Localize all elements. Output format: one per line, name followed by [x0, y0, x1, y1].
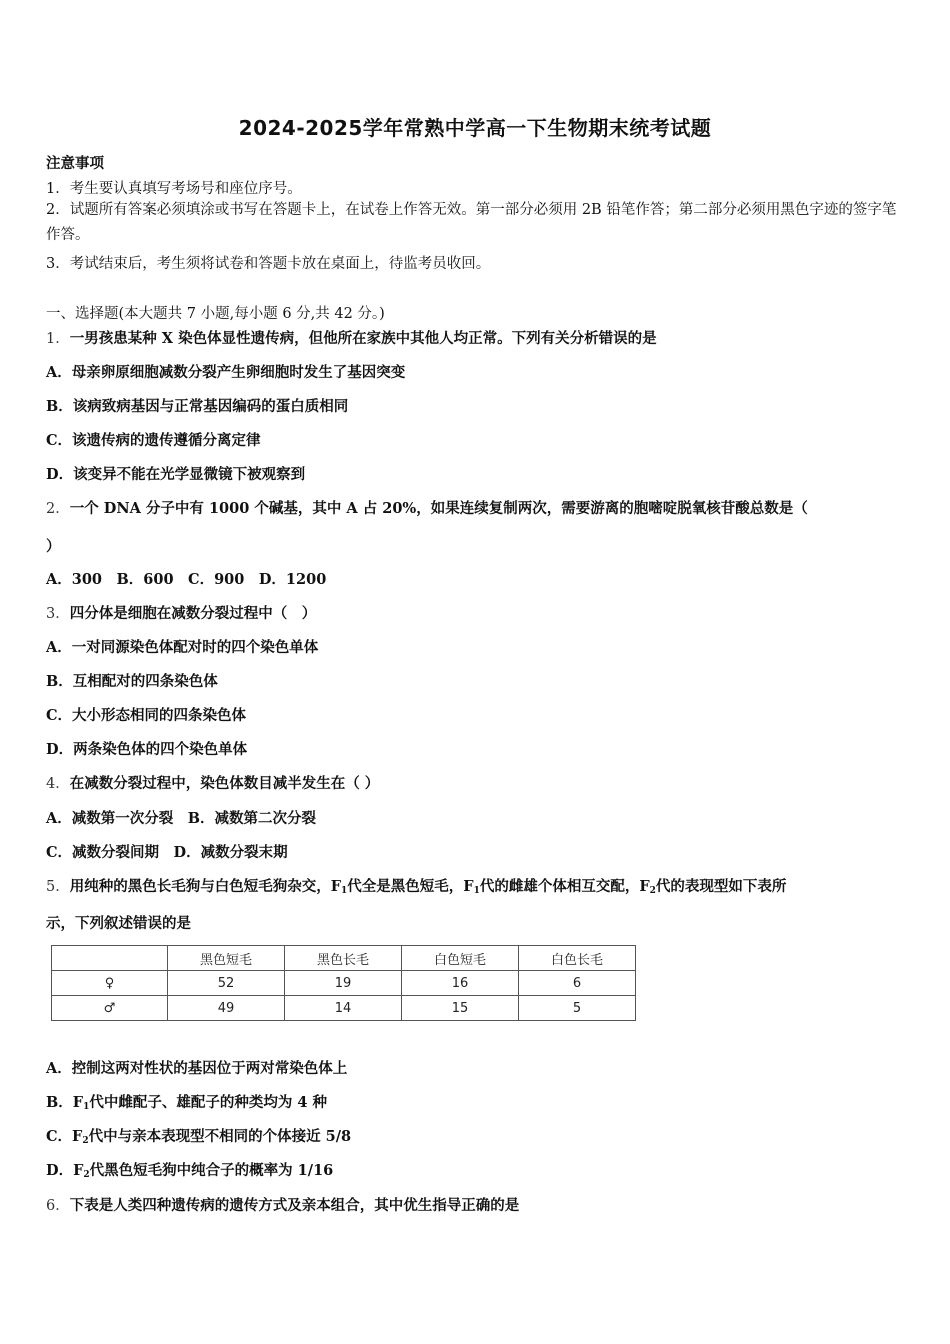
option-b: B．互相配对的四条染色体	[46, 673, 218, 690]
table-header-cell: 白色长毛	[519, 946, 636, 971]
question-stem: 一男孩患某种 X 染色体显性遗传病，但他所在家族中其他人均正常。下列有关分析错误的是	[69, 330, 657, 347]
question-stem: 一个 DNA 分子中有 1000 个碱基，其中 A 占 20%，如果连续复制两次，需要游离的胞嘧啶脱氧核苷酸总数是（	[69, 500, 808, 517]
option-text: 代黑色短毛狗中纯合子的概率为 1/16	[89, 1162, 334, 1179]
options-row: C．减数分裂间期 D．减数分裂末期	[46, 844, 288, 861]
question-5	[46, 875, 786, 896]
option-b	[46, 1091, 327, 1112]
question-number: 3．	[46, 606, 70, 622]
table-header-cell: 黑色短毛	[168, 946, 285, 971]
table-cell: 15	[402, 996, 519, 1021]
phenotype-table	[51, 945, 636, 1021]
notice-item: 1．考生要认真填写考场号和座位序号。	[46, 181, 302, 197]
table-cell: 49	[168, 996, 285, 1021]
question-stem: 在减数分裂过程中，染色体数目减半发生在（ ）	[69, 775, 380, 792]
option-c: C．该遗传病的遗传遵循分离定律	[46, 432, 261, 449]
table-cell: 5	[519, 996, 636, 1021]
table-cell: ♂	[52, 996, 168, 1021]
question-6	[46, 1194, 519, 1215]
question-stem: 代的表现型如下表所	[655, 878, 787, 895]
table-cell: 14	[285, 996, 402, 1021]
option-c	[46, 1125, 351, 1146]
table-header-cell: 黑色长毛	[285, 946, 402, 971]
question-stem-line2: 示，下列叙述错误的是	[46, 915, 191, 932]
page-title: 2024-2025学年常熟中学高一下生物期末统考试题	[238, 116, 712, 140]
section-heading: 一、选择题(本大题共 7 小题,每小题 6 分,共 42 分。)	[46, 306, 385, 322]
option-b: B．该病致病基因与正常基因编码的蛋白质相同	[46, 398, 349, 415]
option-text: B．F	[46, 1094, 84, 1111]
subscript: 2	[83, 1170, 90, 1180]
question-stem-end: ）	[46, 538, 61, 555]
subscript: 2	[649, 886, 656, 896]
notice-item: 3．考试结束后，考生须将试卷和答题卡放在桌面上，待监考员收回。	[46, 256, 491, 272]
table-header-cell: 白色短毛	[402, 946, 519, 971]
option-c: C．大小形态相同的四条染色体	[46, 707, 247, 724]
question-stem: 四分体是细胞在减数分裂过程中（ ）	[69, 605, 317, 622]
question-number: 5．	[46, 879, 70, 895]
subscript: 1	[473, 886, 480, 896]
table-cell: 16	[402, 971, 519, 996]
table-header-row	[52, 946, 636, 971]
question-stem: 用纯种的黑色长毛狗与白色短毛狗杂交，F	[69, 878, 342, 895]
subscript: 2	[82, 1136, 89, 1146]
option-a: A．一对同源染色体配对时的四个染色单体	[46, 639, 319, 656]
options-row: A．300 B．600 C．900 D．1200	[46, 571, 327, 588]
option-d	[46, 1159, 333, 1180]
table-cell: 52	[168, 971, 285, 996]
table-cell: 19	[285, 971, 402, 996]
options-row: A．减数第一次分裂 B．减数第二次分裂	[46, 810, 317, 827]
option-text: C．F	[46, 1128, 83, 1145]
table-row	[52, 971, 636, 996]
question-number: 2．	[46, 501, 70, 517]
option-text: 代中与亲本表现型不相同的个体接近 5/8	[88, 1128, 352, 1145]
question-2	[46, 497, 808, 518]
option-a: A．控制这两对性状的基因位于两对常染色体上	[46, 1060, 348, 1077]
question-number: 1．	[46, 331, 70, 347]
question-3	[46, 602, 316, 623]
subscript: 1	[83, 1102, 90, 1112]
question-4	[46, 772, 379, 793]
option-d: D．该变异不能在光学显微镜下被观察到	[46, 466, 306, 483]
option-d: D．两条染色体的四个染色单体	[46, 741, 248, 758]
option-a: A．母亲卵原细胞减数分裂产生卵细胞时发生了基因突变	[46, 364, 406, 381]
table-row	[52, 996, 636, 1021]
table-header-cell	[52, 946, 168, 971]
question-stem: 代全是黑色短毛，F	[347, 878, 474, 895]
table-cell: 6	[519, 971, 636, 996]
option-text: 代中雌配子、雄配子的种类均为 4 种	[89, 1094, 328, 1111]
question-stem: 代的雌雄个体相互交配，F	[479, 878, 650, 895]
subscript: 1	[341, 886, 348, 896]
notice-heading: 注意事项	[46, 155, 104, 172]
option-text: D．F	[46, 1162, 84, 1179]
question-number: 4．	[46, 776, 70, 792]
notice-item: 2．试题所有答案必须填涂或书写在答题卡上，在试卷上作答无效。第一部分必须用 2B 铅笔作答；第二部分必须用黑色字迹的签字笔作答。	[46, 202, 897, 243]
question-1	[46, 327, 657, 348]
question-stem: 下表是人类四种遗传病的遗传方式及亲本组合，其中优生指导正确的是	[69, 1197, 520, 1214]
table-cell: ♀	[52, 971, 168, 996]
question-number: 6．	[46, 1198, 70, 1214]
